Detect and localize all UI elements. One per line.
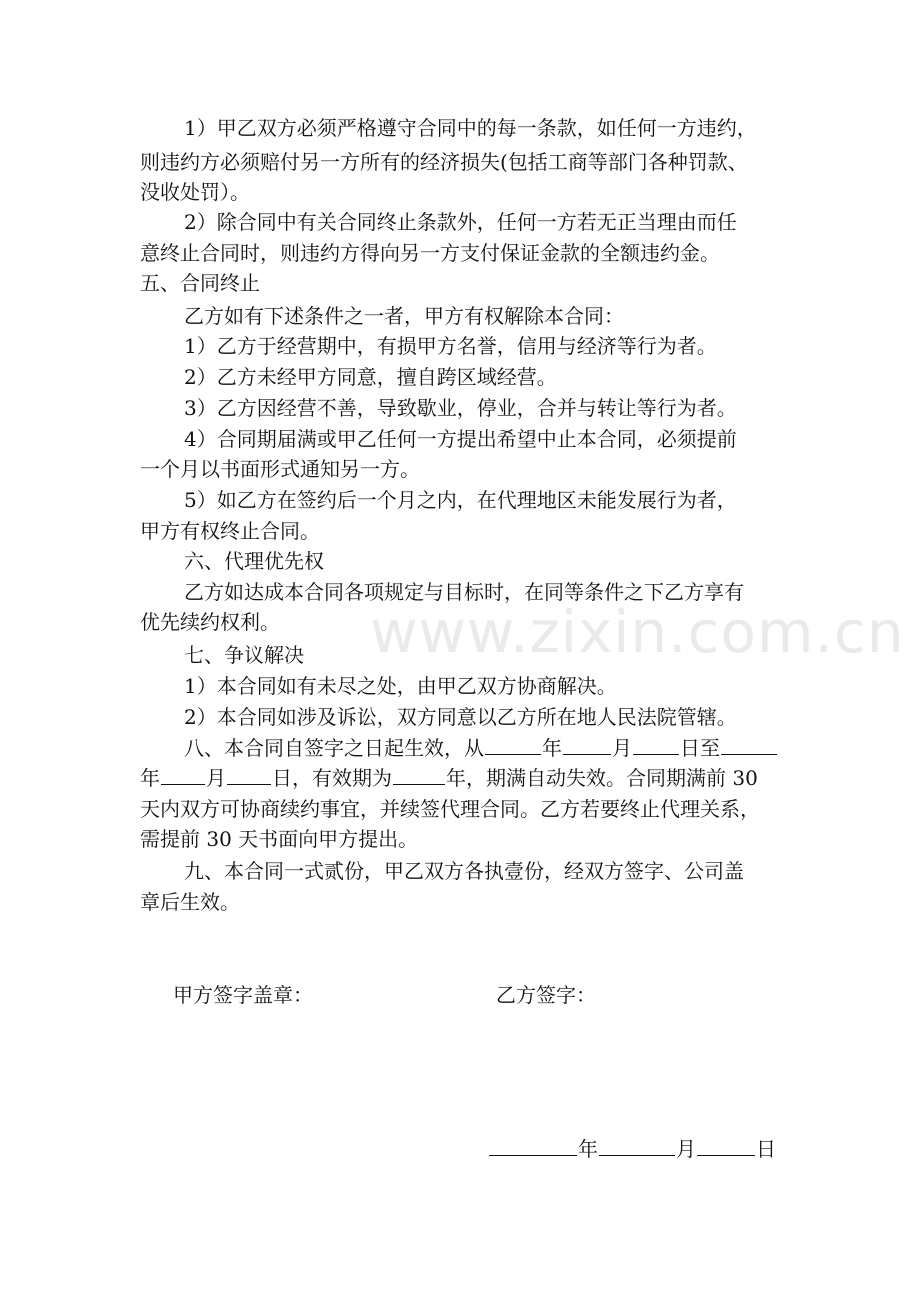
sign-year-label: 年 (578, 1137, 598, 1161)
start-year-blank[interactable] (485, 734, 541, 755)
clause4-item2-line1: 2）除合同中有关合同终止条款外，任何一方若无正当理由而任 (184, 210, 737, 234)
end-year-label: 年 (140, 766, 160, 790)
clause9-line2: 章后生效。 (140, 890, 240, 914)
expire-label: 年，期满自动失效。合同期满前 30 (446, 766, 758, 790)
watermark: www.zixin.com.cn (370, 598, 905, 666)
clause5-item2: 2）乙方未经甲方同意，擅自跨区域经营。 (184, 365, 557, 389)
clause4-item1-line1: 1）甲乙双方必须严格遵守合同中的每一条款，如任何一方违约， (184, 116, 757, 140)
start-month-blank[interactable] (563, 734, 611, 755)
clause7-item1: 1）本合同如有未尽之处，由甲乙双方协商解决。 (184, 674, 617, 698)
start-day-to-label: 日至 (680, 736, 720, 760)
clause8-effective-from: 八、本合同自签字之日起生效，从 (184, 736, 484, 760)
signing-date-line (488, 1134, 776, 1164)
end-day-blank[interactable] (227, 764, 271, 785)
end-year-blank[interactable] (721, 734, 777, 755)
party-a-signature-label: 甲方签字盖章： (173, 983, 313, 1007)
end-month-label: 月 (206, 766, 226, 790)
sign-month-blank[interactable] (599, 1135, 675, 1156)
clause5-item4-line2: 一个月以书面形式通知另一方。 (140, 457, 420, 481)
clause7-item2: 2）本合同如涉及诉讼，双方同意以乙方所在地人民法院管辖。 (184, 705, 737, 729)
sign-year-blank[interactable] (489, 1135, 577, 1156)
sign-day-label: 日 (756, 1137, 776, 1161)
start-day-blank[interactable] (633, 734, 679, 755)
clause5-item5-line2: 甲方有权终止合同。 (140, 519, 320, 543)
clause8-line1 (184, 733, 778, 763)
sign-month-label: 月 (676, 1137, 696, 1161)
clause5-item4-line1: 4）合同期届满或甲乙任何一方提出希望中止本合同，必须提前 (184, 427, 737, 451)
start-year-label: 年 (542, 736, 562, 760)
clause7-heading: 七、争议解决 (184, 643, 304, 667)
party-b-signature-label: 乙方签字： (496, 983, 596, 1007)
validity-years-blank[interactable] (393, 764, 445, 785)
sign-day-blank[interactable] (697, 1135, 755, 1156)
validity-label: 日，有效期为 (272, 766, 392, 790)
clause5-item5-line1: 5）如乙方在签约后一个月之内，在代理地区未能发展行为者， (184, 488, 737, 512)
clause6-text-line1: 乙方如达成本合同各项规定与目标时，在同等条件之下乙方享有 (184, 580, 744, 604)
clause4-item1-line3: 没收处罚）。 (140, 180, 250, 204)
end-month-blank[interactable] (161, 764, 205, 785)
start-month-label: 月 (612, 736, 632, 760)
clause5-item1: 1）乙方于经营期中，有损甲方名誉，信用与经济等行为者。 (184, 334, 717, 358)
clause9-line1: 九、本合同一式贰份，甲乙双方各执壹份，经双方签字、公司盖 (184, 859, 744, 883)
clause4-item1-line2: 则违约方必须赔付另一方所有的经济损失(包括工商等部门各种罚款、 (140, 150, 748, 174)
clause8-line3: 天内双方可协商续约事宜，并续签代理合同。乙方若要终止代理关系， (140, 797, 760, 821)
clause6-heading: 六、代理优先权 (184, 549, 324, 573)
clause5-heading: 五、合同终止 (140, 271, 260, 295)
clause5-intro: 乙方如有下述条件之一者，甲方有权解除本合同： (184, 304, 624, 328)
clause6-text-line2: 优先续约权利。 (140, 610, 280, 634)
clause8-line2 (140, 763, 758, 793)
clause8-line4: 需提前 30 天书面向甲方提出。 (140, 827, 419, 851)
clause4-item2-line2: 意终止合同时，则违约方得向另一方支付保证金款的全额违约金。 (140, 241, 720, 265)
clause5-item3: 3）乙方因经营不善，导致歇业，停业，合并与转让等行为者。 (184, 396, 737, 420)
